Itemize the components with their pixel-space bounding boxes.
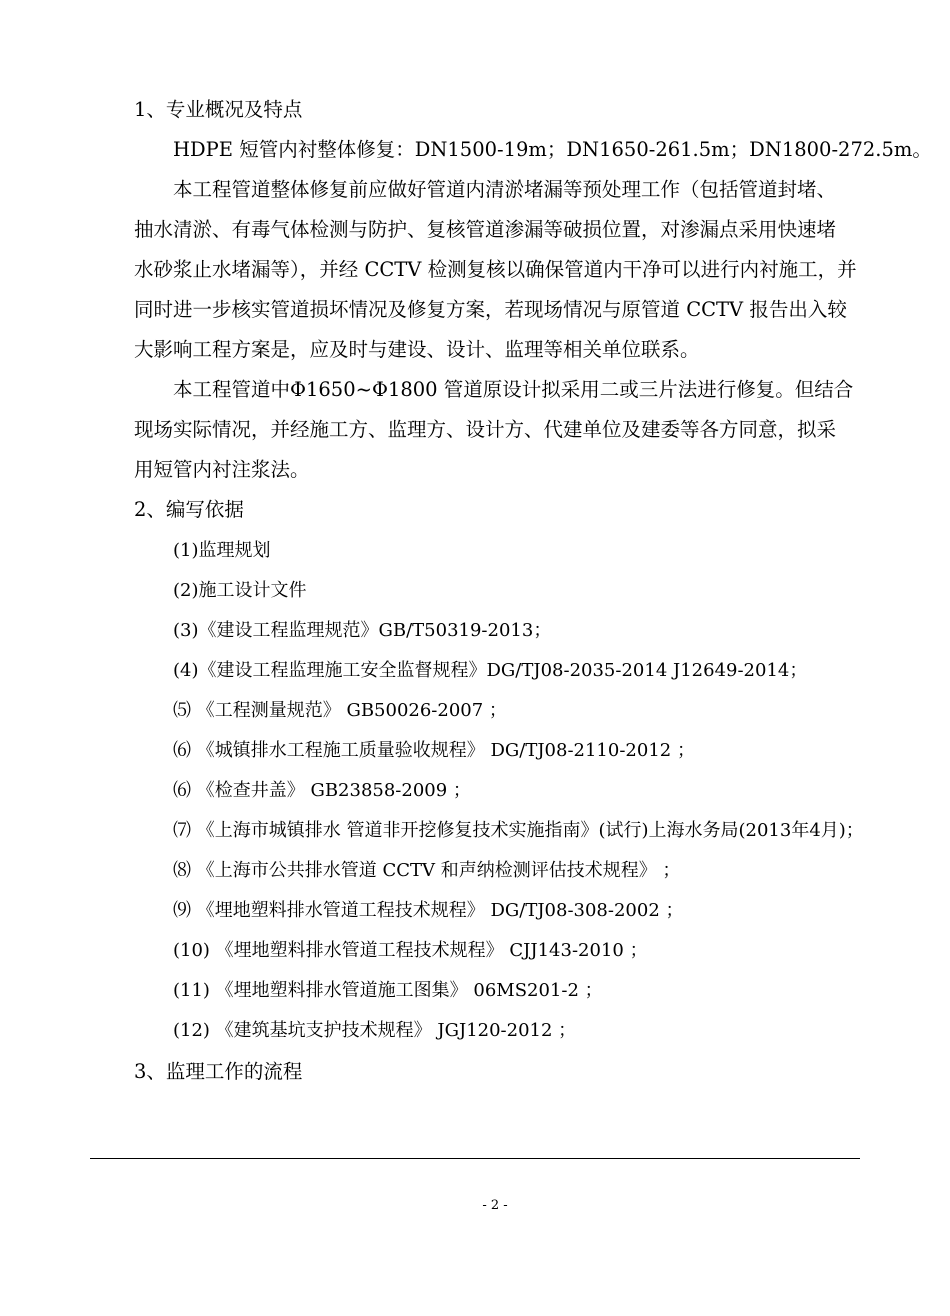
reference-item: ⑸ 《工程测量规范》 GB50026-2007 ；: [173, 700, 507, 721]
section1-heading: 1、专业概况及特点: [134, 98, 303, 121]
reference-item: ⑹ 《检查井盖》 GB23858-2009 ；: [173, 780, 471, 801]
page-number: - 2 -: [482, 1198, 508, 1213]
reference-item: (3)《建设工程监理规范》GB/T50319-2013；: [173, 620, 552, 641]
reference-item: ⑹ 《城镇排水工程施工质量验收规程》 DG/TJ08-2110-2012 ；: [173, 740, 695, 761]
reference-item: (4)《建设工程监理施工安全监督规程》DG/TJ08-2035-2014 J12649-2014；: [173, 660, 808, 681]
section2-heading: 2、编写依据: [134, 498, 244, 521]
hdpe-paragraph: HDPE 短管内衬整体修复：DN1500-19m；DN1650-261.5m；DN1800-272.5m。: [173, 138, 932, 161]
pretreat-line-1: 本工程管道整体修复前应做好管道内清淤堵漏等预处理工作（包括管道封堵、: [173, 178, 837, 201]
section3-heading: 3、监理工作的流程: [134, 1060, 303, 1083]
footer-divider: [90, 1158, 860, 1159]
reference-item: (1)监理规划: [173, 540, 271, 561]
reference-item: ⑻ 《上海市公共排水管道 CCTV 和声纳检测评估技术规程》 ；: [173, 860, 681, 881]
pretreat-line-2: 抽水清淤、有毒气体检测与防护、复核管道渗漏等破损位置，对渗漏点采用快速堵: [134, 218, 837, 241]
pretreat-line-3: 水砂浆止水堵漏等），并经 CCTV 检测复核以确保管道内干净可以进行内衬施工，并: [134, 258, 857, 281]
method-line-2: 现场实际情况，并经施工方、监理方、设计方、代建单位及建委等各方同意，拟采: [134, 418, 837, 441]
reference-item: ⑺ 《上海市城镇排水 管道非开挖修复技术实施指南》(试行)上海水务局(2013年4月)；: [173, 820, 864, 841]
reference-item: ⑼ 《埋地塑料排水管道工程技术规程》 DG/TJ08-308-2002 ；: [173, 900, 684, 921]
pretreat-line-5: 大影响工程方案是，应及时与建设、设计、监理等相关单位联系。: [134, 338, 700, 361]
reference-item: (2)施工设计文件: [173, 580, 307, 601]
reference-item: (12) 《建筑基坑支护技术规程》 JGJ120-2012 ；: [173, 1020, 577, 1041]
method-line-1: 本工程管道中Φ1650~Φ1800 管道原设计拟采用二或三片法进行修复。但结合: [173, 378, 854, 401]
reference-item: (11) 《埋地塑料排水管道施工图集》 06MS201-2 ；: [173, 980, 603, 1001]
reference-item: (10) 《埋地塑料排水管道工程技术规程》 CJJ143-2010 ；: [173, 940, 648, 961]
pretreat-line-4: 同时进一步核实管道损坏情况及修复方案，若现场情况与原管道 CCTV 报告出入较: [134, 298, 847, 321]
method-line-3: 用短管内衬注浆法。: [134, 458, 310, 481]
